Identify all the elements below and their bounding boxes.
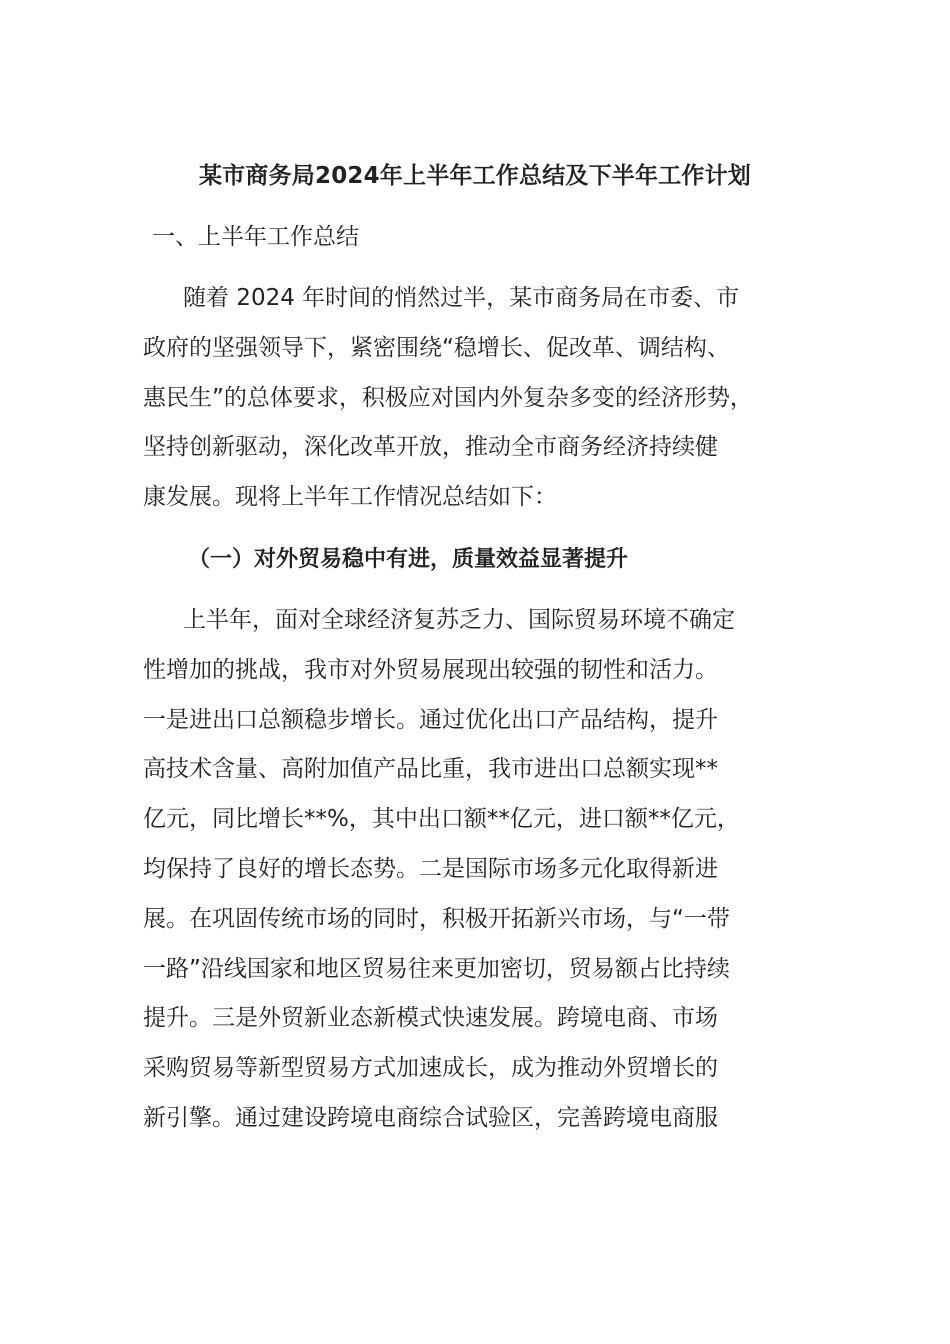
paragraph-line: 惠民生”的总体要求，积极应对国内外复杂多变的经济形势， <box>143 384 753 411</box>
paragraph-line: 康发展。现将上半年工作情况总结如下： <box>143 484 557 511</box>
trade-paragraph <box>143 596 809 1144</box>
paragraph-line: 性增加的挑战，我市对外贸易展现出较强的韧性和活力。 <box>143 656 718 683</box>
section-heading: 一、上半年工作总结 <box>152 224 359 250</box>
paragraph-line: 高技术含量、高附加值产品比重，我市进出口总额实现** <box>143 756 718 783</box>
paragraph-line: 一路”沿线国家和地区贸易往来更加密切，贸易额占比持续 <box>143 955 730 982</box>
document-title: 某市商务局2024年上半年工作总结及下半年工作计划 <box>198 163 751 189</box>
paragraph-line: 亿元，同比增长**%，其中出口额**亿元，进口额**亿元， <box>143 806 740 833</box>
paragraph-line: 政府的坚强领导下，紧密围绕“稳增长、促改革、调结构、 <box>143 334 730 361</box>
paragraph-line: 采购贸易等新型贸易方式加速成长，成为推动外贸增长的 <box>143 1055 718 1082</box>
subsection-heading: （一）对外贸易稳中有进，质量效益显著提升 <box>188 547 629 572</box>
paragraph-line: 提升。三是外贸新业态新模式快速发展。跨境电商、市场 <box>143 1005 718 1032</box>
paragraph-line: 随着 2024 年时间的悄然过半，某市商务局在市委、市 <box>183 285 740 311</box>
paragraph-line: 上半年，面对全球经济复苏乏力、国际贸易环境不确定 <box>183 607 735 633</box>
paragraph-line: 展。在巩固传统市场的同时，积极开拓新兴市场，与“一带 <box>143 905 730 932</box>
paragraph-line: 均保持了良好的增长态势。二是国际市场多元化取得新进 <box>143 855 718 882</box>
intro-paragraph <box>143 274 809 523</box>
paragraph-line: 一是进出口总额稳步增长。通过优化出口产品结构，提升 <box>143 706 718 733</box>
paragraph-line: 新引擎。通过建设跨境电商综合试验区，完善跨境电商服 <box>143 1104 718 1131</box>
paragraph-line: 坚持创新驱动，深化改革开放，推动全市商务经济持续健 <box>143 434 718 461</box>
